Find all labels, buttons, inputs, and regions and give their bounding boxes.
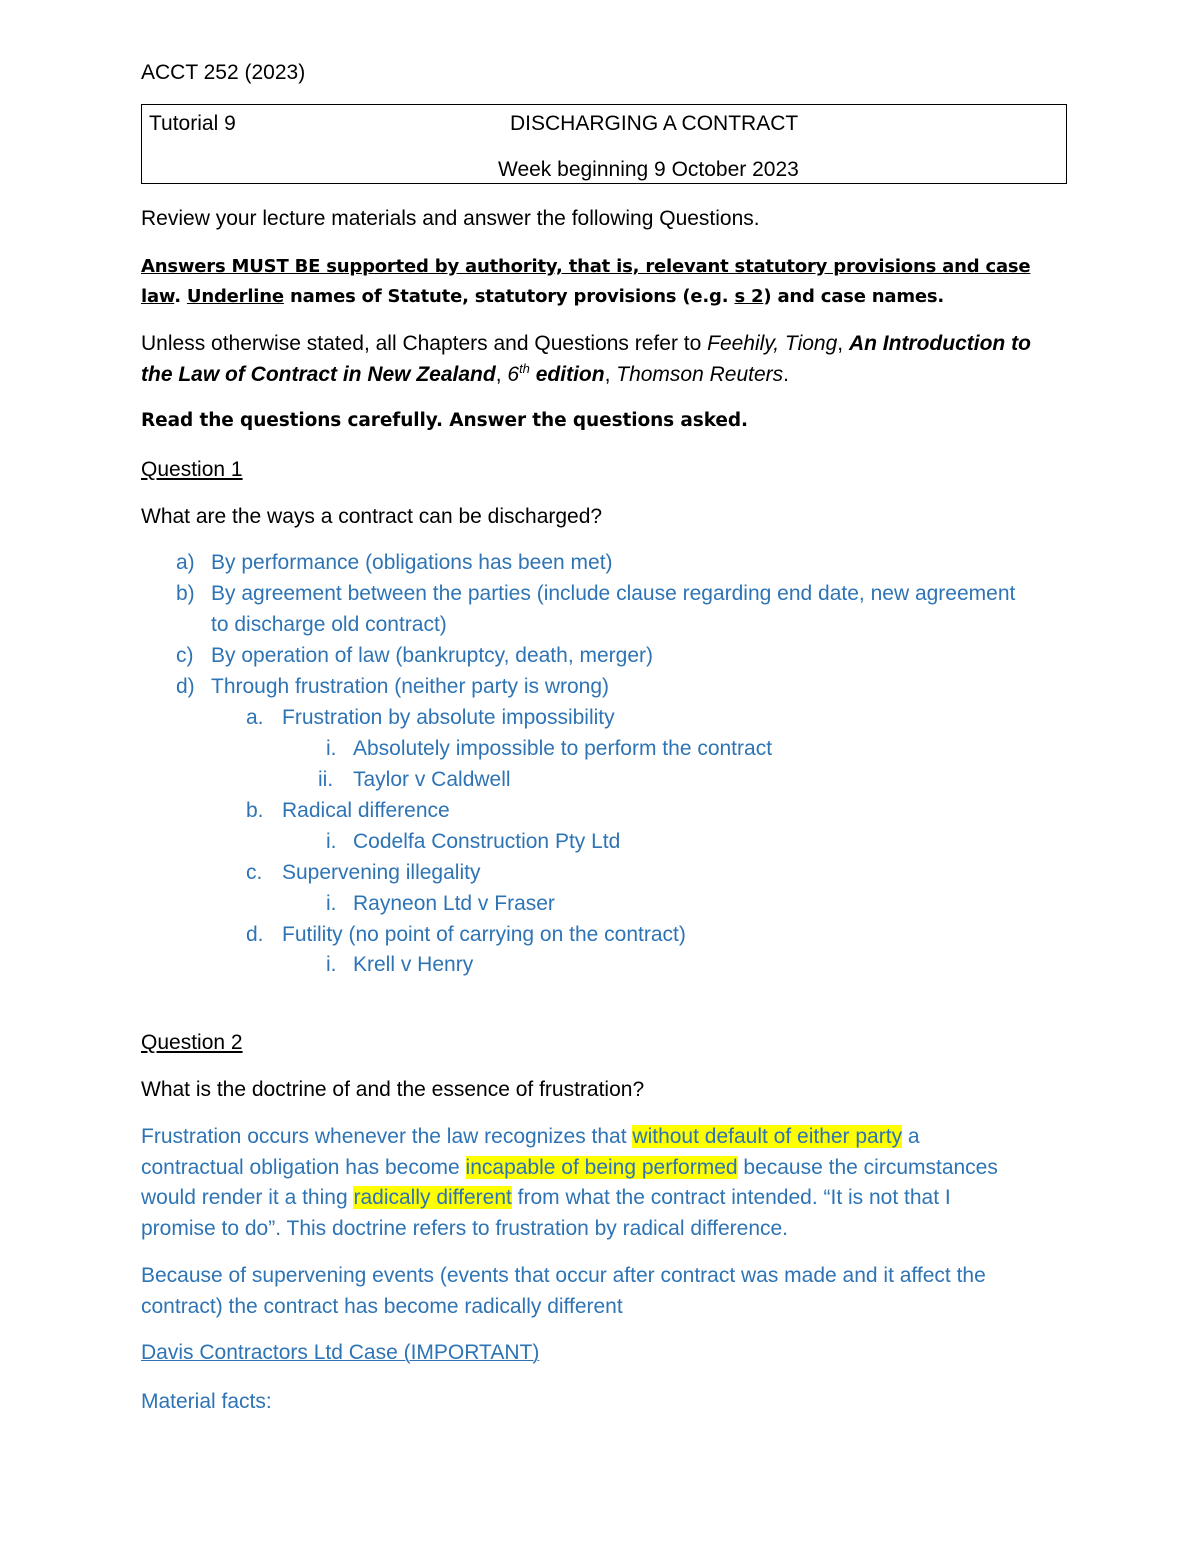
edition-number: 6	[507, 363, 520, 386]
publisher: Thomson Reuters	[616, 363, 784, 386]
intro-text: Review your lecture materials and answer the following Questions.	[141, 207, 760, 230]
reference-comma: ,	[837, 332, 849, 355]
highlighted-text: radically different	[353, 1186, 512, 1209]
list-marker: ii.	[318, 768, 334, 791]
tutorial-number: Tutorial 9	[149, 112, 236, 135]
week-date: Week beginning 9 October 2023	[498, 158, 799, 181]
answer-line	[141, 1153, 998, 1183]
edition-label: edition	[529, 363, 605, 386]
answer-text: a	[902, 1125, 920, 1148]
answer-text: contractual obligation has become	[141, 1156, 466, 1179]
list-marker: c.	[246, 861, 263, 884]
book-title-2: the Law of Contract in New Zealand	[141, 363, 496, 386]
answer-line: contract) the contract has become radically different	[141, 1295, 623, 1318]
list-text: Through frustration (neither party is wrong)	[211, 675, 610, 698]
question-2-heading: Question 2	[141, 1031, 243, 1054]
sub-sub-list-item	[326, 827, 621, 857]
authority-part2: names of Statute, statutory provisions (e.g.	[283, 286, 735, 307]
list-text: By agreement between the parties (include clause regarding end date, new agreement	[211, 582, 1016, 605]
list-text: Absolutely impossible to perform the contract	[353, 737, 773, 760]
list-text: Krell v Henry	[353, 953, 474, 976]
list-text: Futility (no point of carrying on the contract)	[282, 923, 686, 946]
sub-list-item	[246, 858, 481, 888]
reference-end: .	[783, 363, 789, 386]
answer-text: Frustration occurs whenever the law recognizes that	[141, 1125, 633, 1148]
question-2-text: What is the doctrine of and the essence of frustration?	[141, 1078, 645, 1101]
answer-text: would render it a thing	[141, 1186, 354, 1209]
reference-comma2: ,	[495, 363, 508, 386]
answer-line: promise to do”. This doctrine refers to frustration by radical difference.	[141, 1217, 789, 1240]
list-item	[136, 579, 1015, 609]
course-code: ACCT 252 (2023)	[141, 61, 306, 84]
reference-comma3: ,	[604, 363, 617, 386]
answer-line	[141, 1122, 920, 1152]
authority-dot: .	[174, 286, 187, 307]
highlighted-text: incapable of being performed	[465, 1156, 738, 1179]
sub-list-item	[246, 796, 450, 826]
list-text: Radical difference	[282, 799, 450, 822]
highlighted-text: without default of either party	[632, 1125, 903, 1148]
authority-requirement: Answers MUST BE supported by authority, that is, relevant statutory provisions and case law	[141, 256, 1031, 307]
authority-instruction	[141, 252, 1061, 312]
list-marker: c)	[176, 644, 194, 667]
question-1-text: What are the ways a contract can be discharged?	[141, 505, 603, 528]
list-marker: i.	[326, 830, 337, 853]
list-item	[136, 548, 613, 578]
list-text: Supervening illegality	[282, 861, 481, 884]
list-item	[136, 672, 609, 702]
answer-line	[141, 1183, 951, 1213]
underline-word: Underline	[186, 286, 284, 307]
reference-intro: Unless otherwise stated, all Chapters and Questions refer to	[141, 332, 708, 355]
list-marker: i.	[326, 953, 337, 976]
sub-sub-list-item	[326, 734, 773, 764]
list-text: Taylor v Caldwell	[353, 768, 511, 791]
list-marker: b)	[176, 582, 195, 605]
sub-sub-list-item	[318, 765, 511, 795]
list-text: By operation of law (bankruptcy, death, merger)	[211, 644, 653, 667]
material-facts-label: Material facts:	[141, 1390, 272, 1413]
case-heading: Davis Contractors Ltd Case (IMPORTANT)	[141, 1341, 540, 1364]
list-text: Rayneon Ltd v Fraser	[353, 892, 555, 915]
list-text: Codelfa Construction Pty Ltd	[353, 830, 621, 853]
list-marker: b.	[246, 799, 264, 822]
list-marker: a.	[246, 706, 264, 729]
list-marker: d.	[246, 923, 264, 946]
list-marker: i.	[326, 737, 337, 760]
answer-text: because the circumstances	[737, 1156, 998, 1179]
book-title-1: An Introduction to	[848, 332, 1031, 355]
sub-sub-list-item	[326, 889, 555, 919]
authority-part3: ) and case names.	[763, 286, 945, 307]
sub-list-item	[246, 920, 686, 950]
list-marker: d)	[176, 675, 195, 698]
question-1-heading: Question 1	[141, 458, 243, 481]
edition-suffix: th	[519, 361, 530, 376]
list-item	[136, 641, 653, 671]
reference-line1	[141, 329, 1031, 359]
list-marker: i.	[326, 892, 337, 915]
read-carefully: Read the questions carefully. Answer the questions asked.	[141, 410, 748, 431]
reference-line2	[141, 360, 789, 390]
authors: Feehily, Tiong	[707, 332, 838, 355]
list-marker: a)	[176, 551, 195, 574]
sub-list-item	[246, 703, 615, 733]
sub-sub-list-item	[326, 950, 474, 980]
answer-text: from what the contract intended. “It is not that I	[511, 1186, 951, 1209]
list-text: By performance (obligations has been met)	[211, 551, 613, 574]
section-example: s 2	[734, 286, 764, 307]
list-text: Frustration by absolute impossibility	[282, 706, 615, 729]
answer-line: Because of supervening events (events that occur after contract was made and it affect the	[141, 1264, 986, 1287]
tutorial-topic: DISCHARGING A CONTRACT	[510, 112, 799, 135]
list-item-continuation: to discharge old contract)	[211, 613, 447, 636]
